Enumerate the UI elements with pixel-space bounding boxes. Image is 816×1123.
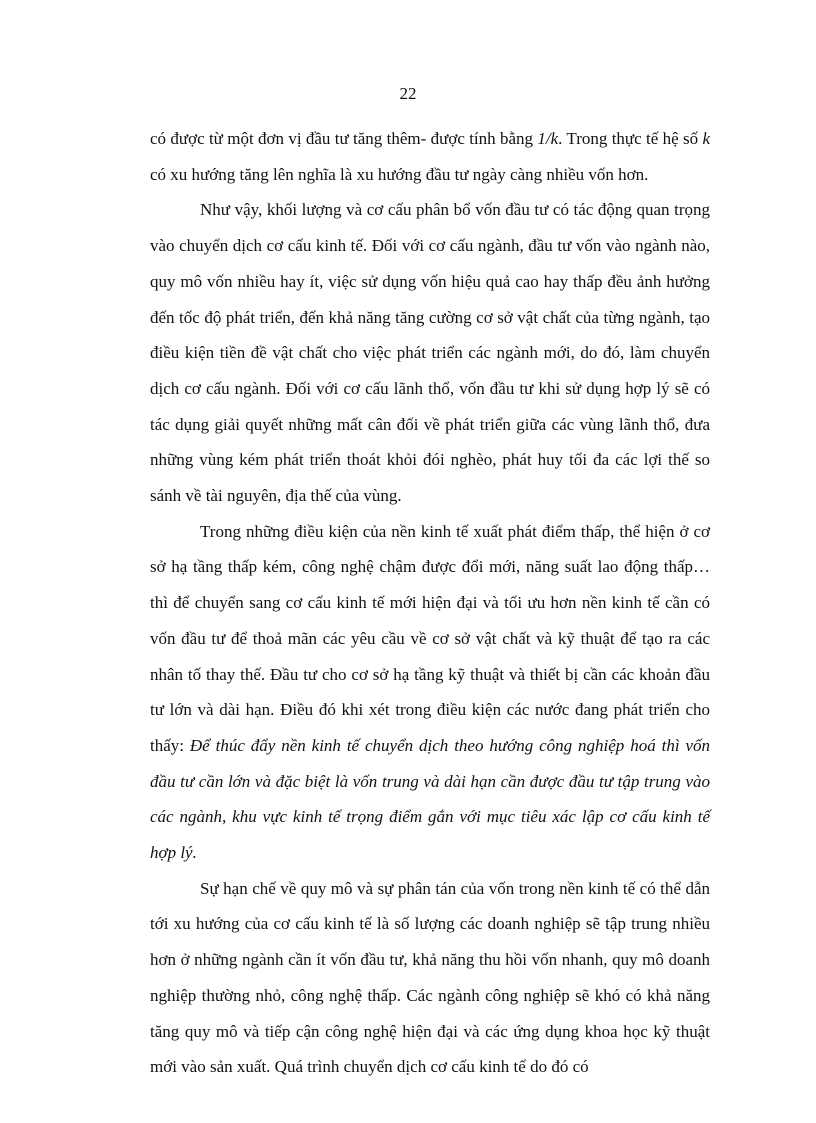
paragraph-3 — [150, 514, 710, 871]
paragraph-2: Như vậy, khối lượng và cơ cấu phân bổ vốn đầu tư có tác động quan trọng vào chuyển dịch cơ cấu kinh tế. Đối với cơ cấu ngành, đầu tư vốn vào ngành nào, quy mô vốn nhiều hay ít, việc sử dụng vốn hiệu quả cao hay thấp đều ảnh hưởng đến tốc độ phát triển, đến khả năng tăng cường cơ sở vật chất của từng ngành, tạo điều kiện tiền đề vật chất cho việc phát triển các ngành mới, do đó, làm chuyển dịch cơ cấu ngành. Đối với cơ cấu lãnh thổ, vốn đầu tư khi sử dụng hợp lý sẽ có tác dụng giải quyết những mất cân đối về phát triển giữa các vùng lãnh thổ, đưa những vùng kém phát triển thoát khỏi đói nghèo, phát huy tối đa các lợi thế so sánh về tài nguyên, địa thế của vùng. — [150, 200, 710, 506]
paragraph-4: Sự hạn chế về quy mô và sự phân tán của vốn trong nền kinh tế có thể dẫn tới xu hướng của cơ cấu kinh tế là số lượng các doanh nghiệp sẽ tập trung nhiều hơn ở những ngành cần ít vốn đầu tư, khả năng thu hồi vốn nhanh, quy mô doanh nghiệp thường nhỏ, công nghệ thấp. Các ngành công nghiệp sẽ khó có khả năng tăng quy mô và tiếp cận công nghệ hiện đại và các ứng dụng khoa học kỹ thuật mới vào sản xuất. Quá trình chuyển dịch cơ cấu kinh tế do đó có — [150, 878, 710, 1077]
paragraph-3-italic: Để thúc đẩy nền kinh tế chuyển dịch theo hướng công nghiệp hoá thì vốn đầu tư cần lớn và đặc biệt là vốn trung và dài hạn cần được đầu tư tập trung vào các ngành, khu vực kinh tế trọng điểm gắn với mục tiêu xác lập cơ cấu kinh tế hợp lý. — [150, 735, 710, 863]
paragraph-3-text: Trong những điều kiện của nền kinh tế xuất phát điểm thấp, thể hiện ở cơ sở hạ tầng thấp kém, công nghệ chậm được đổi mới, năng suất lao động thấp… thì để chuyển sang cơ cấu kinh tế mới hiện đại và tối ưu hơn nền kinh tế cần có vốn đầu tư để thoả mãn các yêu cầu về cơ sở vật chất và kỹ thuật để tạo ra các nhân tố thay thế. Đầu tư cho cơ sở hạ tầng kỹ thuật và thiết bị cần các khoản đầu tư lớn và dài hạn. Điều đó khi xét trong điều kiện các nước đang phát triển cho thấy: — [150, 521, 710, 755]
paragraph-1-italic-1: 1/k — [537, 129, 559, 148]
page-number: 22 — [399, 84, 417, 103]
paragraph-1-text-2: . Trong thực tế hệ số — [558, 129, 703, 148]
document-body — [150, 121, 710, 1085]
paragraph-1 — [150, 121, 710, 192]
paragraph-1-text-1: có được từ một đơn vị đầu tư tăng thêm- được tính bằng — [150, 129, 538, 148]
paragraph-1-text-3: có xu hướng tăng lên nghĩa là xu hướng đầu tư ngày càng nhiều vốn hơn. — [150, 164, 649, 184]
paragraph-1-italic-2: k — [702, 129, 710, 148]
